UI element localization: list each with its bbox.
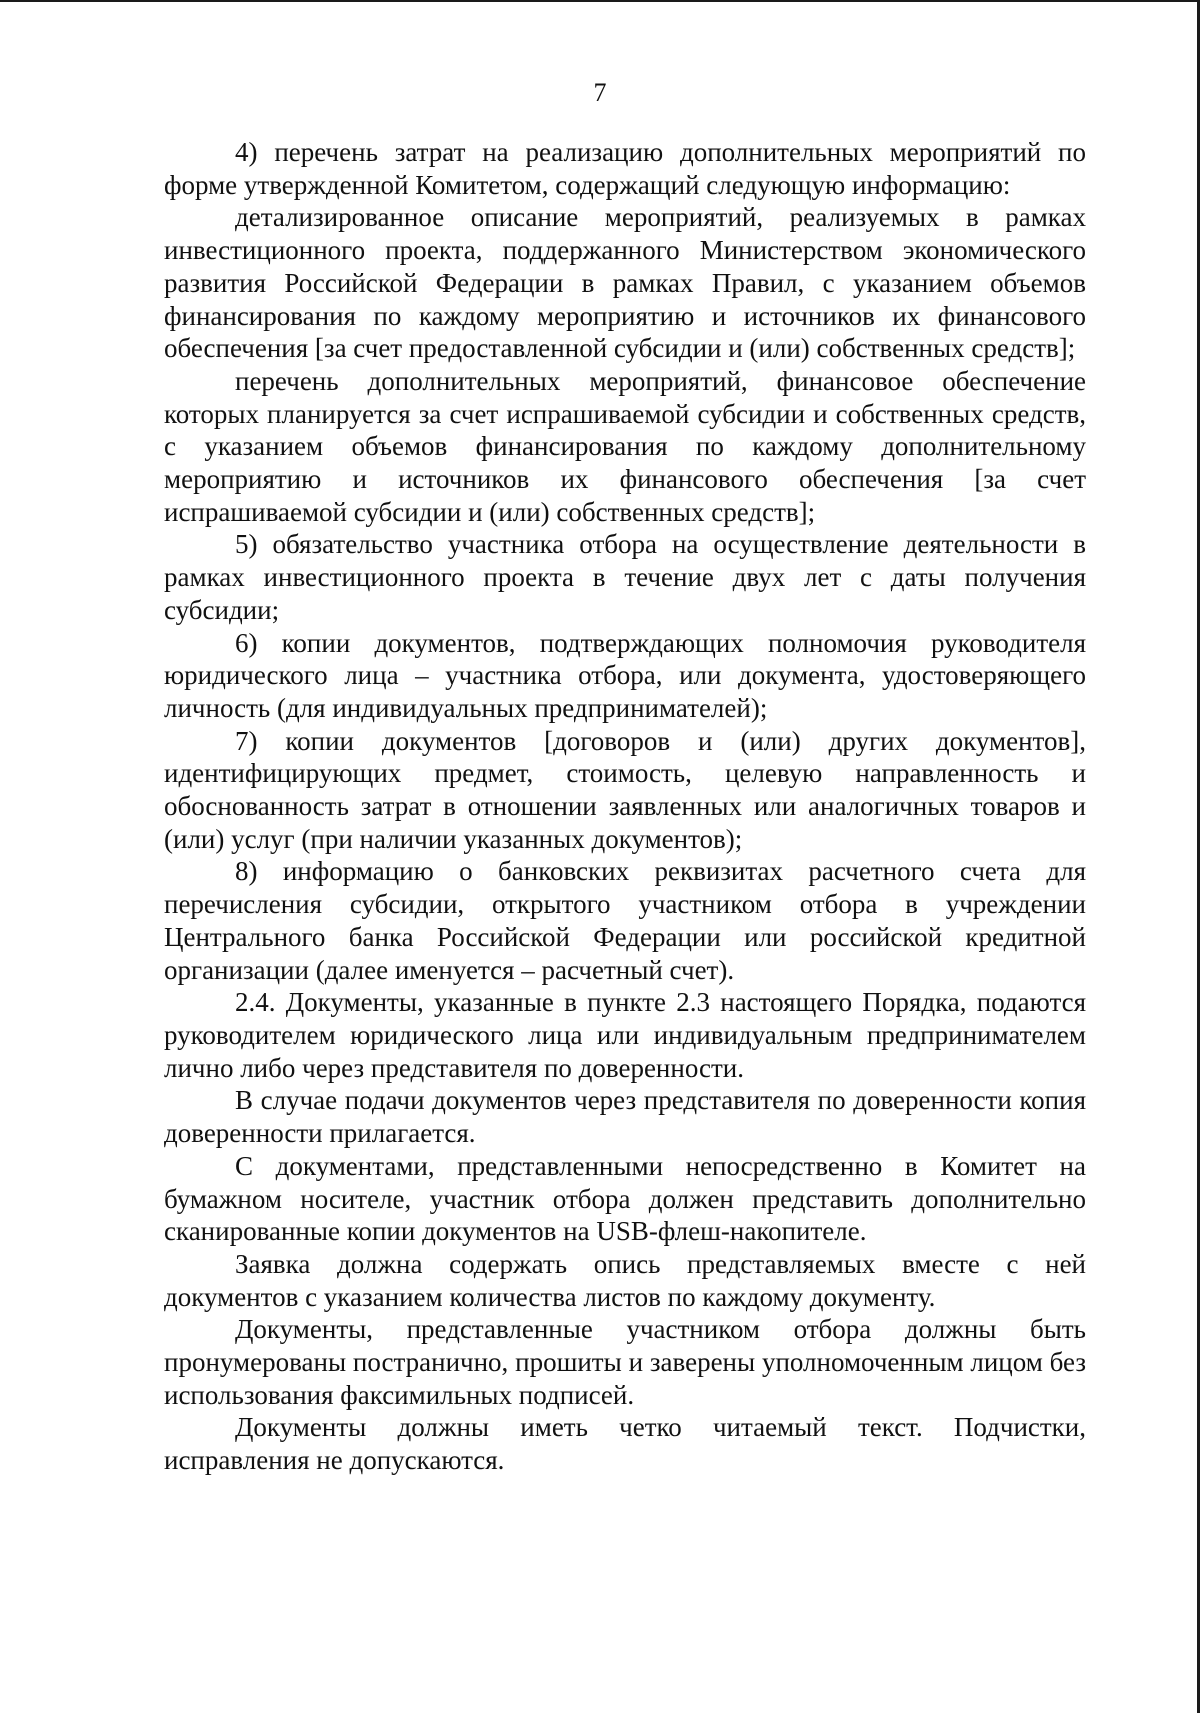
paragraph-usb-copies: С документами, представленными непосредственно в Комитет на бумажном носителе, участник отбора должен представить дополнительно сканированные копии документов на USB-флеш-накопителе. [164, 1150, 1086, 1247]
paragraph-readable-text: Документы должны иметь четко читаемый текст. Подчистки, исправления не допускаются. [164, 1412, 1086, 1476]
paragraph-item-4-cost-list: 4) перечень затрат на реализацию дополнительных мероприятий по форме утвержденной Комитетом, содержащий следующую информацию: [164, 137, 1086, 200]
paragraph-inventory: Заявка должна содержать опись представляемых вместе с ней документов с указанием количества листов по каждому документу. [164, 1248, 1086, 1312]
scan-edge-top [0, 0, 1200, 2]
paragraph-item-6-authority-documents: 6) копии документов, подтверждающих полномочия руководителя юридического лица – участника отбора, или документа, удостоверяющего личность (для индивидуальных предпринимателей); [164, 627, 1086, 723]
paragraph-power-of-attorney: В случае подачи документов через представителя по доверенности копия доверенности прилагается. [164, 1085, 1086, 1149]
paragraph-detailed-description: детализированное описание мероприятий, реализуемых в рамках инвестиционного проекта, поддержанного Министерством экономического развития Российской Федерации в рамках Правил, с указанием объемов финансирования по каждому мероприятию и источников их финансового обеспечения [за счет предоставленной субсидии и (или) собственных средств]; [164, 202, 1086, 364]
paragraph-numbering: Документы, представленные участником отбора должны быть пронумерованы постранично, прошиты и заверены уполномоченным лицом без использования факсимильных подписей. [164, 1314, 1086, 1410]
paragraph-2-4-submission: 2.4. Документы, указанные в пункте 2.3 настоящего Порядка, подаются руководителем юридического лица или индивидуальным предпринимателем лично либо через представителя по доверенности. [164, 987, 1086, 1083]
document-body [164, 136, 1086, 1477]
paragraph-item-5-obligation: 5) обязательство участника отбора на осуществление деятельности в рамках инвестиционного проекта в течение двух лет с даты получения субсидии; [164, 529, 1086, 625]
paragraph-additional-measures-list: перечень дополнительных мероприятий, финансовое обеспечение которых планируется за счет испрашиваемой субсидии и собственных средств, с указанием объемов финансирования по каждому дополнительному мероприятию и источников их финансового обеспечения [за счет испрашиваемой субсидии и (или) собственных средств]; [164, 365, 1086, 527]
paragraph-item-8-bank-details: 8) информацию о банковских реквизитах расчетного счета для перечисления субсидии, открытого участником отбора в учреждении Центрального банка Российской Федерации или российской кредитной организации (далее именуется – расчетный счет). [164, 856, 1086, 985]
page-number: 7 [593, 78, 607, 107]
paragraph-item-7-contract-documents: 7) копии документов [договоров и (или) других документов], идентифицирующих предмет, стоимость, целевую направленность и обоснованность затрат в отношении заявленных или аналогичных товаров и (или) услуг (при наличии указанных документов); [164, 725, 1086, 854]
